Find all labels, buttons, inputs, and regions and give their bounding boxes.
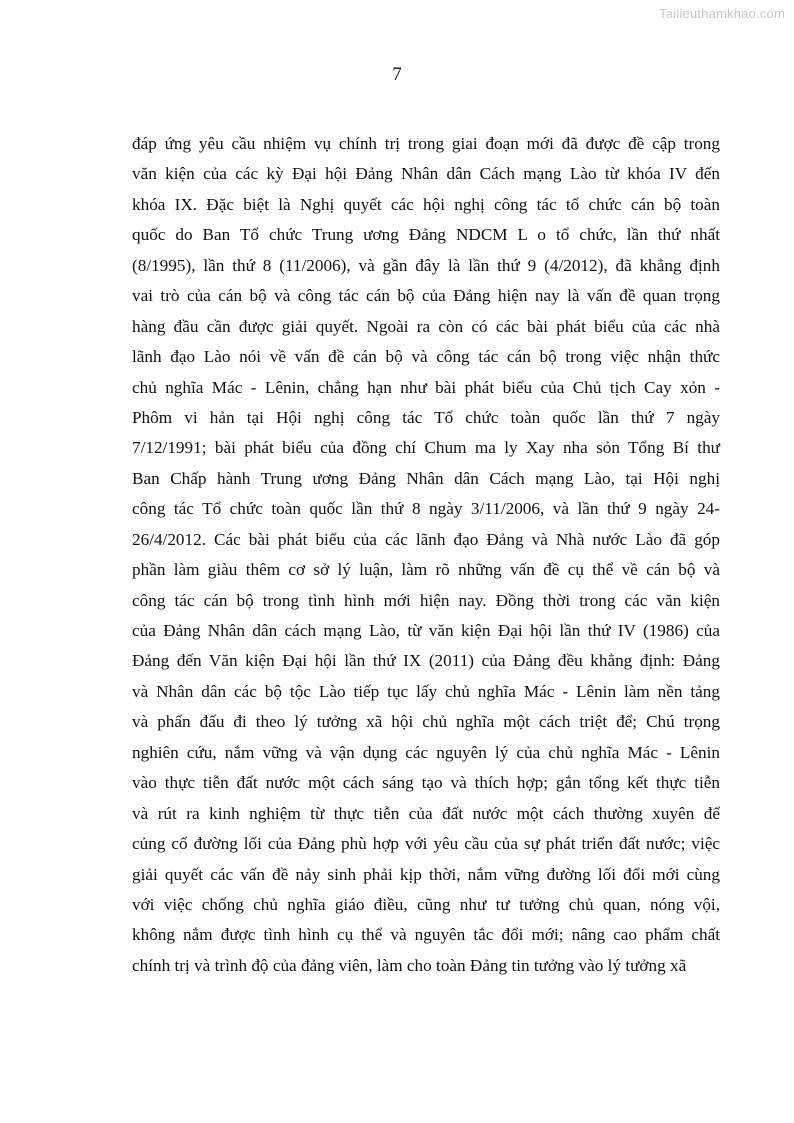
text-line-19: và Nhân dân các bộ tộc Lào tiếp tục lấy chủ nghĩa Mác - Lênin làm nền tảng <box>132 681 720 701</box>
body-paragraph <box>132 129 720 981</box>
text-line-8: lãnh đạo Lào nói về vấn đề cán bộ và công tác cán bộ trong việc nhận thức <box>132 347 720 367</box>
text-line-7: hàng đầu cần được giải quyết. Ngoài ra còn có các bài phát biểu của các nhà <box>132 316 720 336</box>
text-line-2: văn kiện của các kỳ Đại hội Đảng Nhân dân Cách mạng Lào từ khóa IV đến <box>132 164 720 184</box>
text-line-12: Ban Chấp hành Trung ương Đảng Nhân dân Cách mạng Lào, tại Hội nghị <box>132 468 720 488</box>
text-line-28: chính trị và trình độ của đảng viên, làm cho toàn Đảng tin tưởng vào lý tưởng xã <box>132 955 687 975</box>
text-line-11: 7/12/1991; bài phát biểu của đồng chí Chum ma ly Xay nha sỏn Tổng Bí thư <box>132 438 720 458</box>
text-line-6: vai trò của cán bộ và công tác cán bộ của Đảng hiện nay là vấn đề quan trọng <box>132 286 720 306</box>
text-line-24: củng cố đường lối của Đảng phù hợp với yêu cầu của sự phát triển đất nước; việc <box>132 834 720 854</box>
text-line-5: (8/1995), lần thứ 8 (11/2006), và gần đây là lần thứ 9 (4/2012), đã khẳng định <box>132 255 720 275</box>
text-line-23: và rút ra kinh nghiệm từ thực tiễn của đất nước một cách thường xuyên để <box>132 803 720 823</box>
text-line-4: quốc do Ban Tổ chức Trung ương Đảng NDCM L o tổ chức, lần thứ nhất <box>132 225 720 245</box>
page-number: 7 <box>392 64 402 85</box>
text-line-18: Đảng đến Văn kiện Đại hội lần thứ IX (2011) của Đảng đều khẳng định: Đảng <box>132 651 720 671</box>
text-line-25: giải quyết các vấn đề nảy sinh phải kịp thời, nắm vững đường lối đổi mới cùng <box>132 864 720 884</box>
text-line-26: với việc chống chủ nghĩa giáo điều, cũng như tư tưởng chủ quan, nóng vội, <box>132 894 720 914</box>
text-line-27: không nắm được tình hình cụ thể và nguyên tắc đổi mới; nâng cao phẩm chất <box>132 925 720 945</box>
text-line-13: công tác Tổ chức toàn quốc lần thứ 8 ngày 3/11/2006, và lần thứ 9 ngày 24- <box>132 499 720 519</box>
text-line-14: 26/4/2012. Các bài phát biểu của các lãnh đạo Đảng và Nhà nước Lào đã góp <box>132 529 720 549</box>
text-line-22: vào thực tiễn đất nước một cách sáng tạo và thích hợp; gắn tổng kết thực tiễn <box>132 773 720 793</box>
text-line-16: công tác cán bộ trong tình hình mới hiện nay. Đồng thời trong các văn kiện <box>132 590 720 610</box>
text-line-15: phần làm giàu thêm cơ sở lý luận, làm rõ những vấn đề cụ thể về cán bộ và <box>132 560 720 580</box>
text-line-10: Phôm vi hản tại Hội nghị công tác Tổ chức toàn quốc lần thứ 7 ngày <box>132 407 720 427</box>
text-line-20: và phấn đấu đi theo lý tưởng xã hội chủ nghĩa một cách triệt để; Chú trọng <box>132 712 720 732</box>
text-line-1: đáp ứng yêu cầu nhiệm vụ chính trị trong giai đoạn mới đã được đề cập trong <box>132 134 720 153</box>
text-line-9: chủ nghĩa Mác - Lênin, chẳng hạn như bài phát biểu của Chủ tịch Cay xỏn - <box>132 377 720 397</box>
watermark-text: Tailieuthamkhao.com <box>659 6 785 21</box>
text-line-3: khóa IX. Đặc biệt là Nghị quyết các hội nghị công tác tổ chức cán bộ toàn <box>132 194 720 214</box>
text-line-21: nghiên cứu, nắm vững và vận dụng các nguyên lý của chủ nghĩa Mác - Lênin <box>132 742 720 762</box>
text-line-17: của Đảng Nhân dân cách mạng Lào, từ văn kiện Đại hội lần thứ IV (1986) của <box>132 621 720 640</box>
